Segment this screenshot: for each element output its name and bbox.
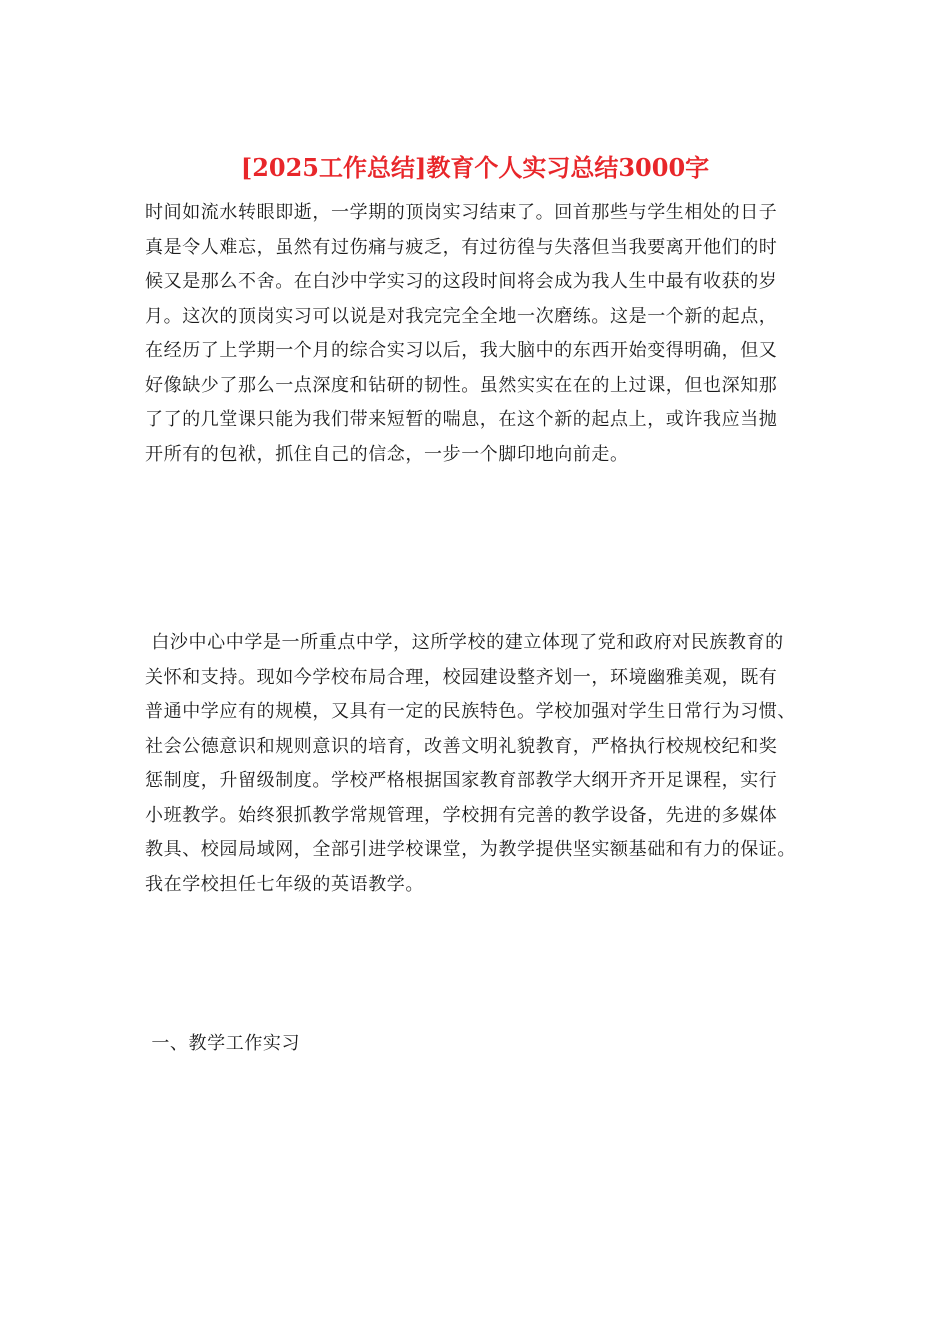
paragraph-line: 教具、校园局域网，全部引进学校课堂，为教学提供坚实额基础和有力的保证。	[145, 839, 796, 860]
paragraph-line: 候又是那么不舍。在白沙中学实习的这段时间将会成为我人生中最有收获的岁	[145, 271, 778, 292]
paragraph-line: 真是令人难忘，虽然有过伤痛与疲乏，有过彷徨与失落但当我要离开他们的时	[145, 236, 778, 258]
paragraph-line: 月。这次的顶岗实习可以说是对我完完全全地一次磨练。这是一个新的起点，	[145, 305, 778, 327]
paragraph-line: 了了的几堂课只能为我们带来短暂的喘息，在这个新的起点上，或许我应当抛	[145, 409, 778, 430]
paragraph-line: 惩制度，升留级制度。学校严格根据国家教育部教学大纲开齐开足课程，实行	[145, 770, 778, 791]
paragraph-line: 在经历了上学期一个月的综合实习以后，我大脑中的东西开始变得明确，但又	[145, 340, 778, 361]
paragraph-intro	[145, 196, 813, 472]
paragraph-line: 好像缺少了那么一点深度和钻研的韧性。虽然实实在在的上过课，但也深知那	[145, 374, 778, 396]
paragraph-school	[145, 626, 813, 902]
paragraph-line: 开所有的包袱，抓住自己的信念，一步一个脚印地向前走。	[145, 443, 629, 465]
paragraph-line: 白沙中心中学是一所重点中学，这所学校的建立体现了党和政府对民族教育的	[145, 632, 784, 653]
paragraph-line: 小班教学。始终狠抓教学常规管理，学校拥有完善的教学设备，先进的多媒体	[145, 804, 778, 826]
paragraph-line: 社会公德意识和规则意识的培育，改善文明礼貌教育，严格执行校规校纪和奖	[145, 735, 778, 757]
paragraph-line: 普通中学应有的规模，又具有一定的民族特色。学校加强对学生日常行为习惯、	[145, 701, 796, 722]
section-heading: 一、教学工作实习	[145, 1033, 301, 1054]
paragraph-line: 时间如流水转眼即逝，一学期的顶岗实习结束了。回首那些与学生相处的日子	[145, 202, 778, 223]
document-title: [2025工作总结]教育个人实习总结3000字	[240, 153, 710, 182]
paragraph-line: 我在学校担任七年级的英语教学。	[145, 873, 424, 895]
paragraph-line: 关怀和支持。现如今学校布局合理，校园建设整齐划一，环境幽雅美观，既有	[145, 666, 778, 688]
